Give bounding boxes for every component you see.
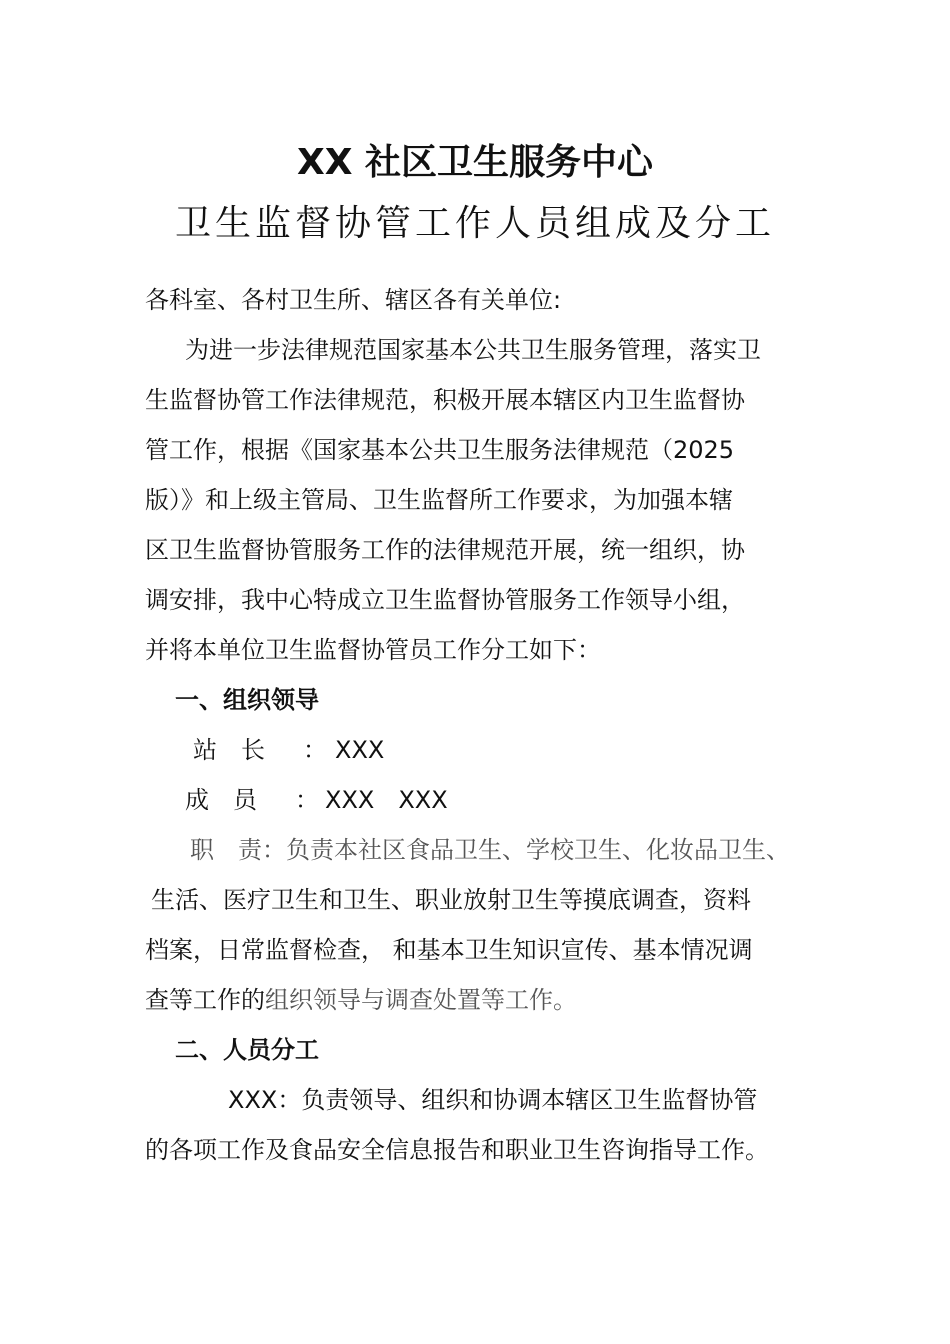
members-value: XXX XXX xyxy=(325,786,448,814)
intro-line: 生监督协管工作法律规范，积极开展本辖区内卫生监督协 xyxy=(145,386,745,414)
duty-line xyxy=(145,983,845,1017)
duty-line: 生活、医疗卫生和卫生、职业放射卫生等摸底调查，资料 xyxy=(151,886,751,914)
duty-line: 档案，日常监督检查， 和基本卫生知识宣传、基本情况调 xyxy=(145,936,753,964)
duty-text: 查等工作的 xyxy=(145,986,265,1014)
intro-line: 并将本单位卫生监督协管员工作分工如下： xyxy=(145,636,601,664)
staff-line: 的各项工作及食品安全信息报告和职业卫生咨询指导工作。 xyxy=(145,1136,769,1164)
section-heading-staff: 二、人员分工 xyxy=(175,1036,319,1064)
section-heading-organization: 一、组织领导 xyxy=(175,686,319,714)
duty-text: 负责本社区食品卫生、学校卫生、化妆品卫生、 xyxy=(286,836,790,864)
duty-label: 职 责： xyxy=(190,836,286,864)
salutation: 各科室、各村卫生所、辖区各有关单位: xyxy=(145,286,562,314)
intro-line: 版）》和上级主管局、卫生监督所工作要求，为加强本辖 xyxy=(145,486,733,514)
leader-separator: ： xyxy=(303,736,327,764)
document-title: XX 社区卫生服务中心 xyxy=(296,142,654,183)
duty-line xyxy=(145,833,890,867)
members-separator: ： xyxy=(295,786,319,814)
leader-value: XXX xyxy=(335,736,385,764)
document-subtitle: 卫生监督协管工作人员组成及分工 xyxy=(174,203,775,244)
staff-line: XXX：负责领导、组织和协调本辖区卫生监督协管 xyxy=(228,1086,758,1114)
intro-line: 调安排，我中心特成立卫生监督协管服务工作领导小组， xyxy=(145,586,745,614)
intro-line: 区卫生监督协管服务工作的法律规范开展，统一组织，协 xyxy=(145,536,745,564)
duty-text-highlight: 组织领导与调查处置等工作。 xyxy=(265,986,577,1014)
members-label: 成 员 xyxy=(185,786,257,814)
leader-label: 站 长 xyxy=(193,736,265,764)
intro-line: 管工作，根据《国家基本公共卫生服务法律规范（2025 xyxy=(145,436,735,464)
intro-line: 为进一步法律规范国家基本公共卫生服务管理，落实卫 xyxy=(185,336,761,364)
